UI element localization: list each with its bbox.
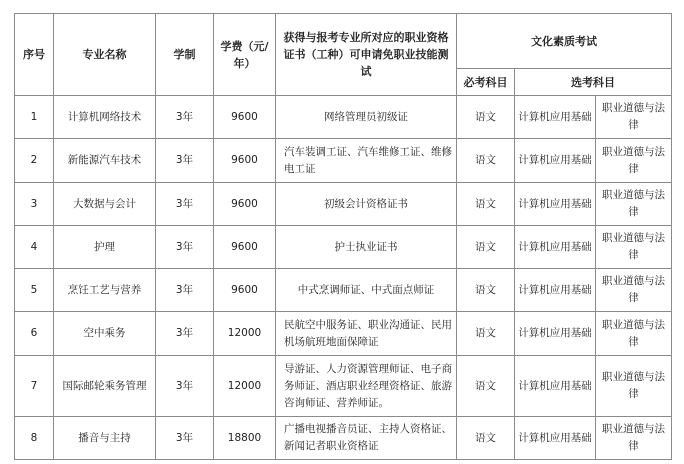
row-required: 语文 [457,269,515,312]
row-elective-1: 计算机应用基础 [515,417,596,460]
row-elective-1: 计算机应用基础 [515,312,596,356]
header-cert: 获得与报考专业所对应的职业资格证书（工种）可申请免职业技能测试 [276,14,457,96]
row-fee: 9600 [214,139,276,183]
row-major: 大数据与会计 [54,183,156,226]
row-major: 新能源汽车技术 [54,139,156,183]
row-elective-2: 职业道德与法律 [596,183,672,226]
table-row [15,417,672,460]
table-row [15,312,672,356]
row-duration: 3年 [156,226,214,269]
row-elective-2: 职业道德与法律 [596,96,672,139]
row-required: 语文 [457,226,515,269]
row-seq: 3 [15,183,54,226]
row-elective-1: 计算机应用基础 [515,183,596,226]
row-required: 语文 [457,96,515,139]
table-row [15,226,672,269]
row-major: 播音与主持 [54,417,156,460]
row-fee: 12000 [214,312,276,356]
row-required: 语文 [457,356,515,417]
header-required: 必考科目 [457,69,515,96]
row-elective-2: 职业道德与法律 [596,312,672,356]
row-seq: 4 [15,226,54,269]
row-elective-2: 职业道德与法律 [596,269,672,312]
row-seq: 5 [15,269,54,312]
row-major: 计算机网络技术 [54,96,156,139]
row-duration: 3年 [156,417,214,460]
row-required: 语文 [457,139,515,183]
row-elective-1: 计算机应用基础 [515,139,596,183]
row-major: 国际邮轮乘务管理 [54,356,156,417]
row-duration: 3年 [156,269,214,312]
row-cert: 导游证、人力资源管理师证、电子商务师证、酒店职业经理资格证、旅游咨询师证、营养师证。 [276,356,457,417]
header-elective: 选考科目 [515,69,672,96]
row-seq: 7 [15,356,54,417]
row-fee: 9600 [214,269,276,312]
row-fee: 9600 [214,96,276,139]
row-seq: 8 [15,417,54,460]
row-required: 语文 [457,312,515,356]
table-row [15,269,672,312]
row-duration: 3年 [156,139,214,183]
row-elective-2: 职业道德与法律 [596,226,672,269]
row-required: 语文 [457,417,515,460]
row-cert: 护士执业证书 [276,226,457,269]
row-cert: 中式烹调师证、中式面点师证 [276,269,457,312]
row-duration: 3年 [156,356,214,417]
row-required: 语文 [457,183,515,226]
row-elective-1: 计算机应用基础 [515,226,596,269]
table-row [15,356,672,417]
majors-table [14,13,672,460]
row-elective-1: 计算机应用基础 [515,356,596,417]
row-duration: 3年 [156,183,214,226]
row-elective-1: 计算机应用基础 [515,269,596,312]
row-cert: 网络管理员初级证 [276,96,457,139]
row-fee: 9600 [214,226,276,269]
header-fee: 学费（元/年） [214,14,276,96]
row-major: 烹饪工艺与营养 [54,269,156,312]
table-row [15,139,672,183]
row-elective-1: 计算机应用基础 [515,96,596,139]
row-major: 空中乘务 [54,312,156,356]
header-major: 专业名称 [54,14,156,96]
row-seq: 2 [15,139,54,183]
row-duration: 3年 [156,312,214,356]
table-row [15,183,672,226]
row-fee: 18800 [214,417,276,460]
header-culture-exam: 文化素质考试 [457,14,672,69]
cropped-footnote [14,457,534,464]
table-row [15,96,672,139]
row-elective-2: 职业道德与法律 [596,139,672,183]
row-elective-2: 职业道德与法律 [596,356,672,417]
row-fee: 9600 [214,183,276,226]
header-seq: 序号 [15,14,54,96]
row-seq: 1 [15,96,54,139]
row-seq: 6 [15,312,54,356]
row-fee: 12000 [214,356,276,417]
row-cert: 初级会计资格证书 [276,183,457,226]
row-elective-2: 职业道德与法律 [596,417,672,460]
row-major: 护理 [54,226,156,269]
row-cert: 民航空中服务证、职业沟通证、民用机场航班地面保障证 [276,312,457,356]
header-duration: 学制 [156,14,214,96]
row-cert: 汽车装调工证、汽车维修工证、维修电工证 [276,139,457,183]
row-duration: 3年 [156,96,214,139]
row-cert: 广播电视播音员证、主持人资格证、新闻记者职业资格证 [276,417,457,460]
